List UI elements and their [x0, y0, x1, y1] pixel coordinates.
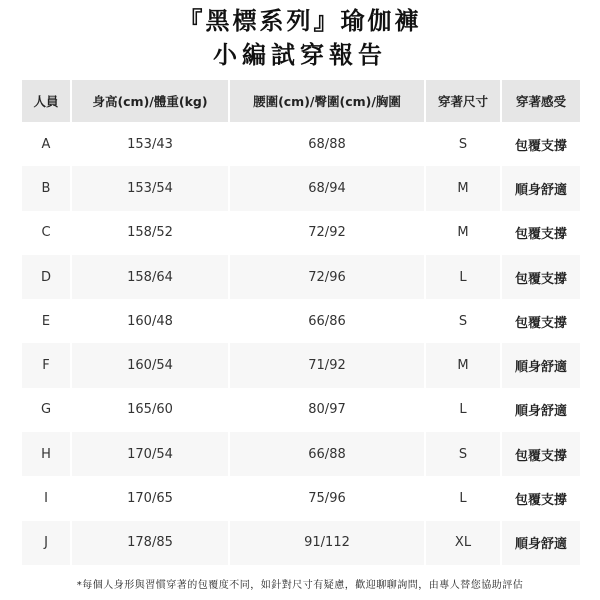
cell-size: L: [424, 255, 500, 299]
cell-person: A: [22, 122, 70, 166]
table-row: [22, 521, 580, 565]
cell-person: D: [22, 255, 70, 299]
cell-height-weight: 153/54: [70, 166, 228, 210]
cell-person: E: [22, 299, 70, 343]
cell-height-weight: 165/60: [70, 388, 228, 432]
cell-measurements: 68/88: [228, 122, 424, 166]
cell-size: S: [424, 432, 500, 476]
cell-feel: 順身舒適: [500, 343, 580, 387]
cell-height-weight: 170/65: [70, 476, 228, 520]
cell-measurements: 91/112: [228, 521, 424, 565]
cell-height-weight: 178/85: [70, 521, 228, 565]
cell-size: S: [424, 299, 500, 343]
column-header-feel: 穿著感受: [500, 80, 580, 122]
cell-height-weight: 170/54: [70, 432, 228, 476]
column-header-person: 人員: [22, 80, 70, 122]
size-report-table: [22, 80, 580, 565]
cell-measurements: 72/92: [228, 211, 424, 255]
cell-feel: 包覆支撐: [500, 299, 580, 343]
cell-measurements: 75/96: [228, 476, 424, 520]
column-header-measurements: 腰圍(cm)/臀圍(cm)/胸圍: [228, 80, 424, 122]
cell-feel: 包覆支撐: [500, 476, 580, 520]
table-row: [22, 476, 580, 520]
cell-size: M: [424, 166, 500, 210]
cell-feel: 包覆支撐: [500, 432, 580, 476]
cell-feel: 順身舒適: [500, 166, 580, 210]
cell-person: J: [22, 521, 70, 565]
cell-height-weight: 160/54: [70, 343, 228, 387]
cell-size: S: [424, 122, 500, 166]
table-row: [22, 388, 580, 432]
cell-height-weight: 160/48: [70, 299, 228, 343]
cell-feel: 包覆支撐: [500, 255, 580, 299]
cell-height-weight: 158/52: [70, 211, 228, 255]
table-row: [22, 299, 580, 343]
table-row: [22, 211, 580, 255]
table-row: [22, 343, 580, 387]
cell-person: B: [22, 166, 70, 210]
cell-size: XL: [424, 521, 500, 565]
table-header-row: [22, 80, 580, 122]
cell-size: L: [424, 476, 500, 520]
cell-measurements: 71/92: [228, 343, 424, 387]
cell-person: F: [22, 343, 70, 387]
cell-size: M: [424, 211, 500, 255]
cell-feel: 順身舒適: [500, 388, 580, 432]
cell-feel: 包覆支撐: [500, 122, 580, 166]
cell-person: C: [22, 211, 70, 255]
page-subtitle: 小編試穿報告: [213, 41, 387, 69]
page-title: 『黑標系列』瑜伽褲: [178, 7, 422, 35]
cell-size: M: [424, 343, 500, 387]
footnote: *每個人身形與習慣穿著的包覆度不同，如針對尺寸有疑慮，歡迎聊聊詢問，由專人替您協助評估: [76, 580, 524, 591]
table-row: [22, 122, 580, 166]
cell-height-weight: 153/43: [70, 122, 228, 166]
table-row: [22, 255, 580, 299]
table-row: [22, 166, 580, 210]
cell-measurements: 68/94: [228, 166, 424, 210]
cell-height-weight: 158/64: [70, 255, 228, 299]
column-header-size: 穿著尺寸: [424, 80, 500, 122]
cell-person: G: [22, 388, 70, 432]
cell-size: L: [424, 388, 500, 432]
cell-person: H: [22, 432, 70, 476]
table-row: [22, 432, 580, 476]
cell-feel: 包覆支撐: [500, 211, 580, 255]
column-header-height-weight: 身高(cm)/體重(kg): [70, 80, 228, 122]
cell-measurements: 66/88: [228, 432, 424, 476]
cell-person: I: [22, 476, 70, 520]
cell-feel: 順身舒適: [500, 521, 580, 565]
cell-measurements: 72/96: [228, 255, 424, 299]
cell-measurements: 66/86: [228, 299, 424, 343]
cell-measurements: 80/97: [228, 388, 424, 432]
